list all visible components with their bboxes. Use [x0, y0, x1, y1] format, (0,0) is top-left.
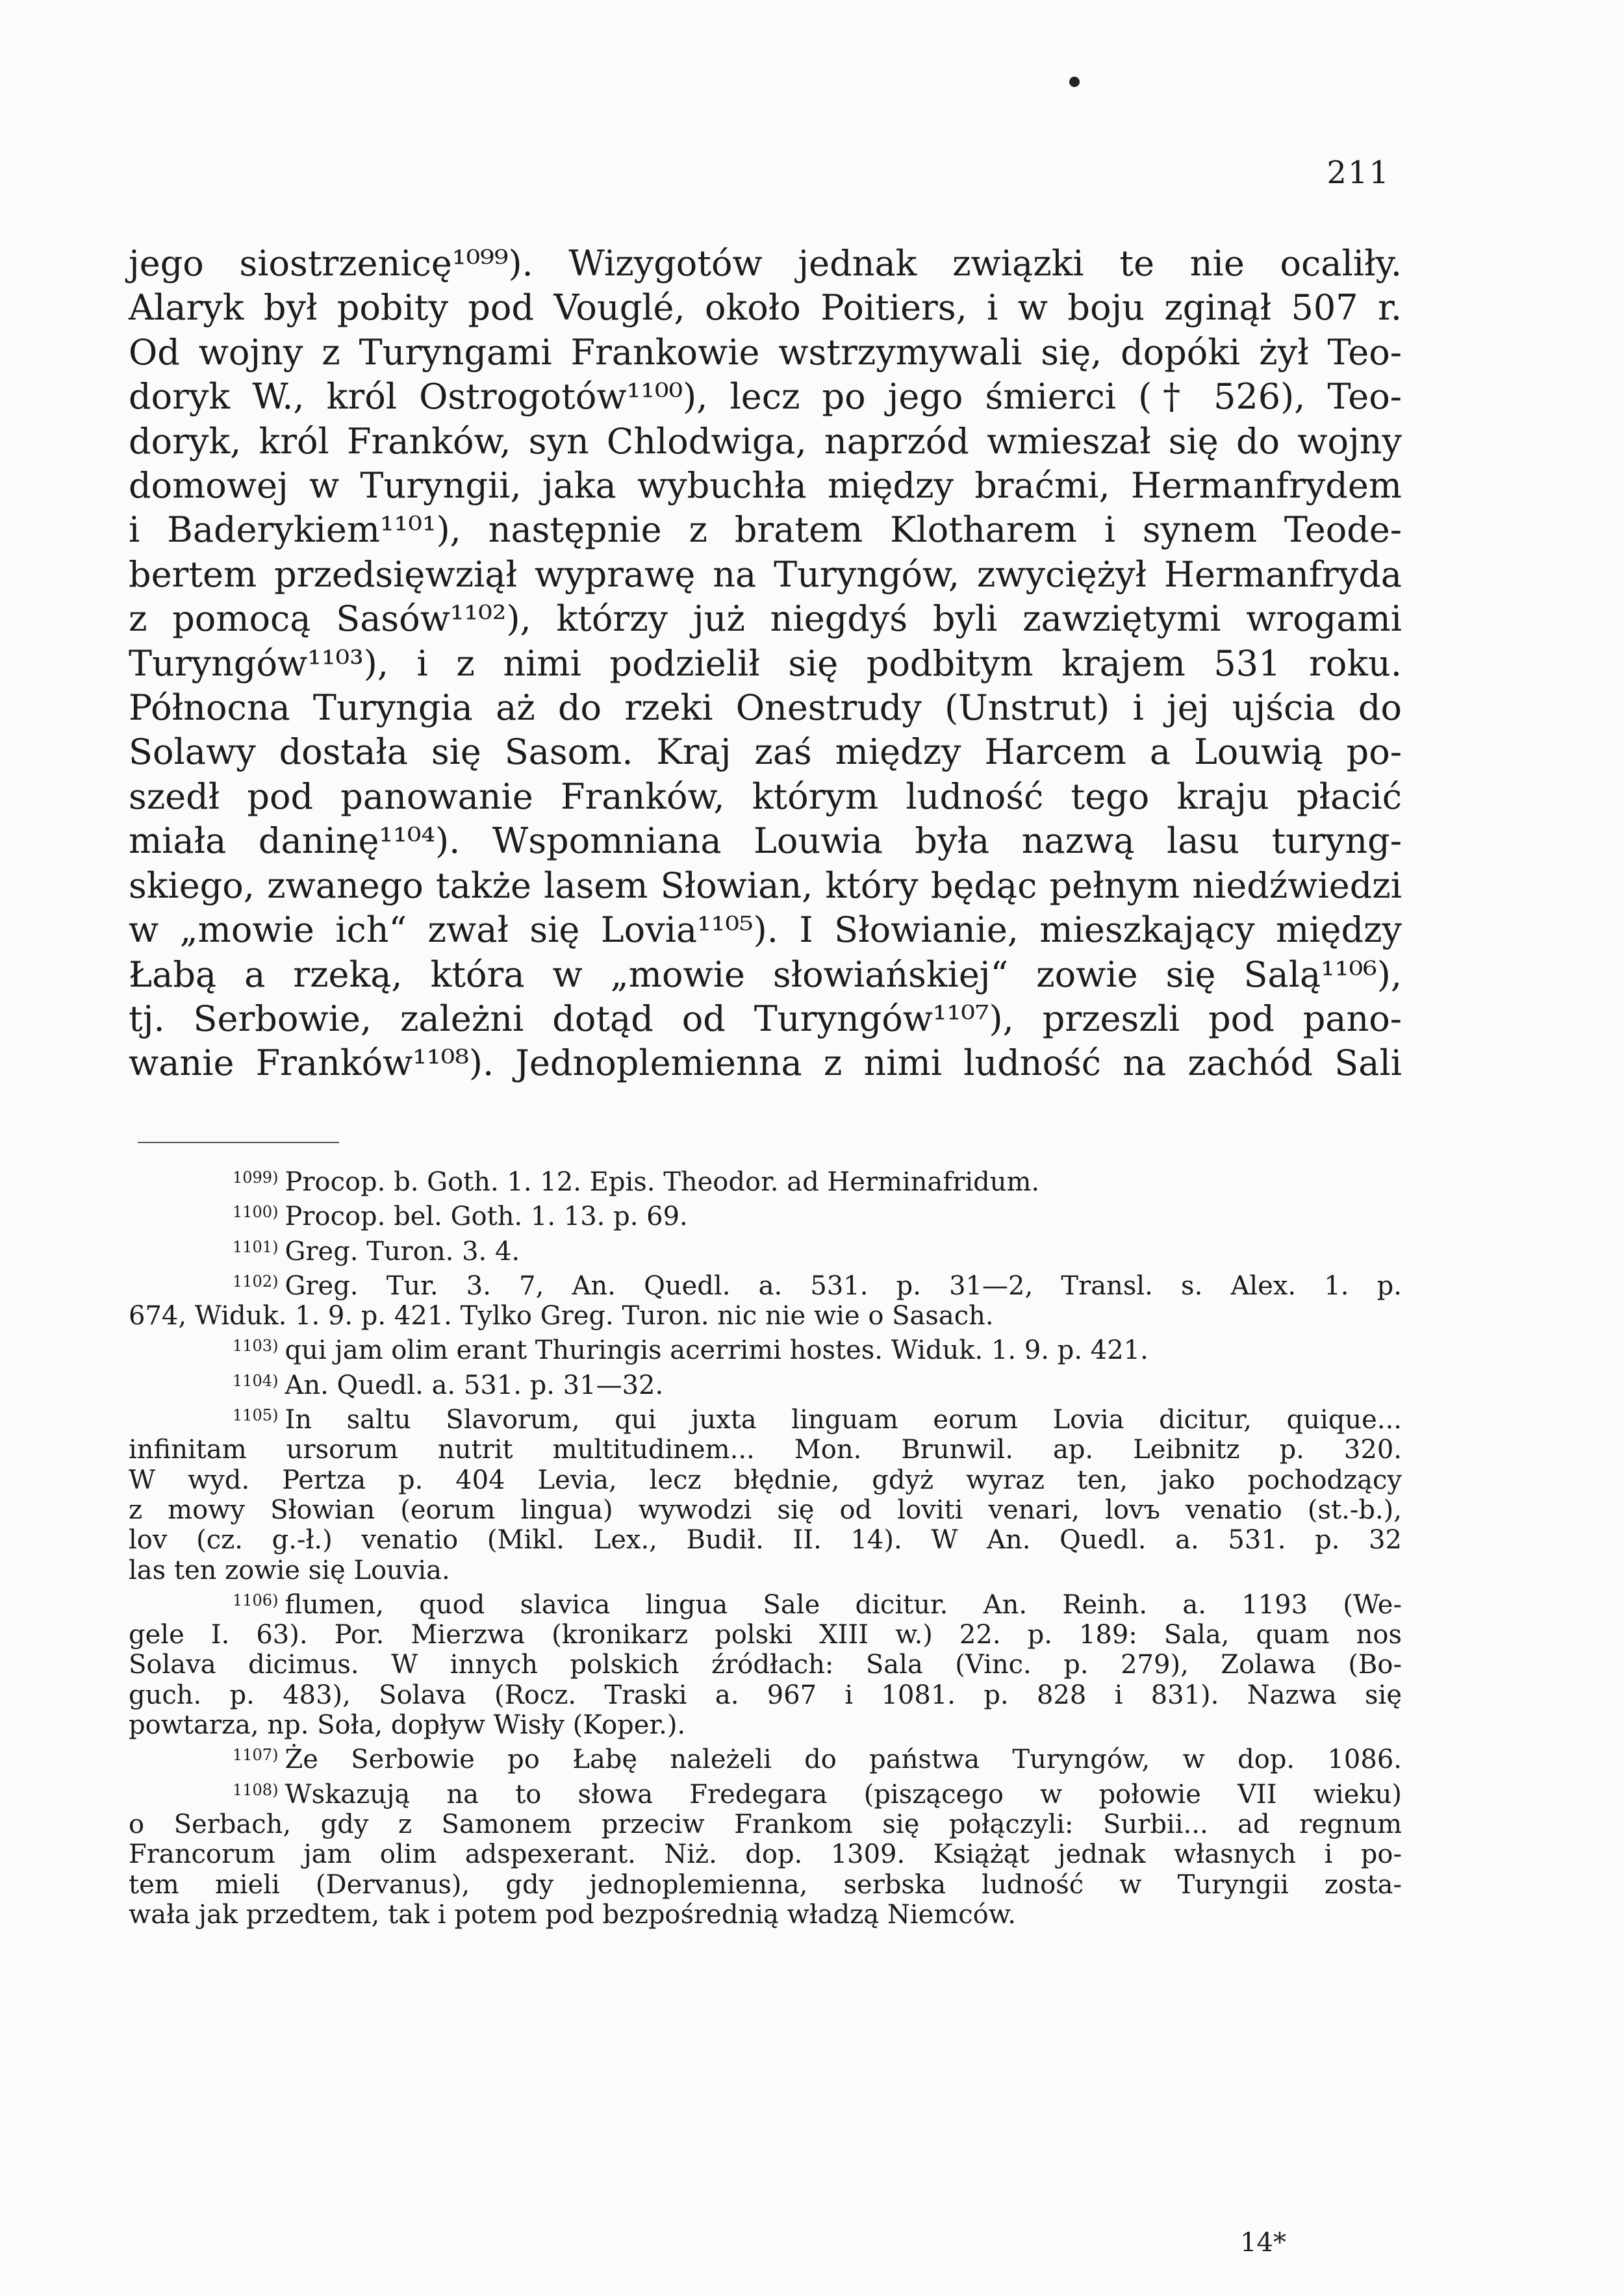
footnote-number: 1107)	[233, 1746, 279, 1765]
footnote-line	[129, 1163, 1402, 1197]
footnote-line: z mowy Słowian (eorum lingua) wywodzi się od loviti venari, lovъ venatio (st.-b.),	[129, 1495, 1402, 1525]
footnote-line	[129, 1197, 1402, 1231]
footnote-line	[129, 1232, 1402, 1267]
body-line: z pomocą Sasów¹¹⁰²), którzy już niegdyś byli zawziętymi wrogami	[129, 598, 1402, 640]
footnote-line	[129, 1267, 1402, 1301]
signature-mark: 14*	[1240, 2228, 1286, 2258]
footnote-text: Greg. Tur. 3. 7, An. Quedl. a. 531. p. 31—2, Transl. s. Alex. 1. p.	[285, 1270, 1402, 1301]
footnote-line: tem mieli (Dervanus), gdy jednoplemienna, serbska ludność w Turyngii zosta-	[129, 1869, 1402, 1900]
body-line: miała daninę¹¹⁰⁴). Wspomniana Louwia była nazwą lasu turyng-	[129, 820, 1402, 862]
body-line: Północna Turyngia aż do rzeki Onestrudy (Unstrut) i jej ujścia do	[129, 687, 1402, 729]
footnote-text: Procop. b. Goth. 1. 12. Epis. Theodor. ad Herminafridum.	[285, 1167, 1040, 1197]
footnote-number: 1105)	[233, 1406, 279, 1425]
footnote-number: 1101)	[233, 1237, 279, 1256]
main-text	[129, 242, 1402, 1086]
footnote-text: An. Quedl. a. 531. p. 31—32.	[285, 1370, 664, 1400]
footnote-number: 1100)	[233, 1203, 279, 1222]
footnote-text: Procop. bel. Goth. 1. 13. p. 69.	[285, 1202, 688, 1232]
footnote-line: las ten zowie się Louvia.	[129, 1555, 450, 1585]
footnote-text: flumen, quod slavica lingua Sale dicitur. An. Reinh. a. 1193 (We-	[285, 1589, 1402, 1620]
body-line: doryk W., król Ostrogotów¹¹⁰⁰), lecz po jego śmierci († 526), Teo-	[129, 376, 1402, 418]
footnote-number: 1103)	[233, 1337, 279, 1356]
footnote-text: Że Serbowie po Łabę należeli do państwa Turyngów, w dop. 1086.	[285, 1745, 1402, 1775]
page-number: 211	[1326, 155, 1390, 191]
footnote-line	[129, 1400, 1402, 1435]
footnote-line	[129, 1585, 1402, 1620]
body-line: szedł pod panowanie Franków, którym ludność tego kraju płacić	[129, 776, 1402, 817]
footnote-line	[129, 1366, 1402, 1400]
body-line: Łabą a rzeką, która w „mowie słowiańskiej“ zowie się Salą¹¹⁰⁶),	[129, 953, 1402, 995]
footnote-separator	[138, 1142, 339, 1143]
footnote-line	[129, 1740, 1402, 1774]
footnote-line	[129, 1775, 1402, 1810]
footnote-number: 1104)	[233, 1371, 279, 1390]
footnote-line	[129, 1331, 1402, 1365]
body-line: jego siostrzenicę¹⁰⁹⁹). Wizygotów jednak związki te nie ocaliły.	[129, 243, 1402, 284]
body-line: Alaryk był pobity pod Vouglé, około Poitiers, i w boju zginął 507 r.	[129, 287, 1402, 329]
footnote-number: 1108)	[233, 1780, 279, 1799]
footnote-line: lov (cz. g.-ł.) venatio (Mikl. Lex., Budił. II. 14). W An. Quedl. a. 531. p. 32	[129, 1525, 1402, 1556]
body-line: Turyngów¹¹⁰³), i z nimi podzielił się podbitym krajem 531 roku.	[129, 642, 1402, 684]
footnote-line: Solava dicimus. W innych polskich źródłach: Sala (Vinc. p. 279), Zolawa (Bo-	[129, 1650, 1402, 1680]
footnote-text: Greg. Turon. 3. 4.	[285, 1236, 520, 1267]
footnote-number: 1102)	[233, 1272, 279, 1291]
footnote-line: W wyd. Pertza p. 404 Levia, lecz błędnie, gdyż wyraz ten, jako pochodzący	[129, 1465, 1402, 1495]
footnote-number: 1106)	[233, 1591, 279, 1609]
body-line: bertem przedsięwziął wyprawę na Turyngów, zwyciężył Hermanfryda	[129, 553, 1402, 595]
footnote-line: Francorum jam olim adspexerant. Niż. dop. 1309. Książąt jednak własnych i po-	[129, 1839, 1402, 1870]
body-line: tj. Serbowie, zależni dotąd od Turyngów¹¹⁰⁷), przeszli pod pano-	[129, 998, 1402, 1039]
body-line: domowej w Turyngii, jaka wybuchła między braćmi, Hermanfrydem	[129, 465, 1402, 507]
footnote-line: o Serbach, gdy z Samonem przeciw Frankom się połączyli: Surbii... ad regnum	[129, 1809, 1402, 1839]
body-line: wanie Franków¹¹⁰⁸). Jednoplemienna z nimi ludność na zachód Sali	[129, 1042, 1402, 1084]
footnote-line: powtarza, np. Soła, dopływ Wisły (Koper.).	[129, 1710, 686, 1741]
footnote-text: Wskazują na to słowa Fredegara (piszącego w połowie VII wieku)	[285, 1779, 1402, 1810]
footnote-line: gele I. 63). Por. Mierzwa (kronikarz polski XIII w.) 22. p. 189: Sala, quam nos	[129, 1620, 1402, 1650]
body-line: skiego, zwanego także lasem Słowian, który będąc pełnym niedźwiedzi	[129, 864, 1402, 906]
footnote-line: guch. p. 483), Solava (Rocz. Traski a. 967 i 1081. p. 828 i 831). Nazwa się	[129, 1680, 1402, 1710]
body-line: Solawy dostała się Sasom. Kraj zaś między Harcem a Louwią po-	[129, 731, 1402, 773]
body-line: doryk, król Franków, syn Chlodwiga, naprzód wmieszał się do wojny	[129, 420, 1402, 462]
ink-dot	[1069, 77, 1080, 87]
body-line: i Baderykiem¹¹⁰¹), następnie z bratem Klotharem i synem Teode-	[129, 509, 1402, 551]
footnote-line: wała jak przedtem, tak i potem pod bezpośrednią władzą Niemców.	[129, 1899, 1016, 1930]
footnote-text: In saltu Slavorum, qui juxta linguam eorum Lovia dicitur, quique...	[285, 1405, 1402, 1435]
body-line: w „mowie ich“ zwał się Lovia¹¹⁰⁵). I Słowianie, mieszkający między	[129, 909, 1402, 951]
footnote-number: 1099)	[233, 1168, 279, 1187]
footnote-line: 674, Widuk. 1. 9. p. 421. Tylko Greg. Turon. nic nie wie o Sasach.	[129, 1301, 994, 1331]
footnote-line: infinitam ursorum nutrit multitudinem... Mon. Brunwil. ap. Leibnitz p. 320.	[129, 1435, 1402, 1465]
footnotes	[129, 1163, 1402, 1930]
body-line: Od wojny z Turyngami Frankowie wstrzymywali się, dopóki żył Teo-	[129, 331, 1402, 373]
footnote-text: qui jam olim erant Thuringis acerrimi hostes. Widuk. 1. 9. p. 421.	[285, 1335, 1148, 1366]
